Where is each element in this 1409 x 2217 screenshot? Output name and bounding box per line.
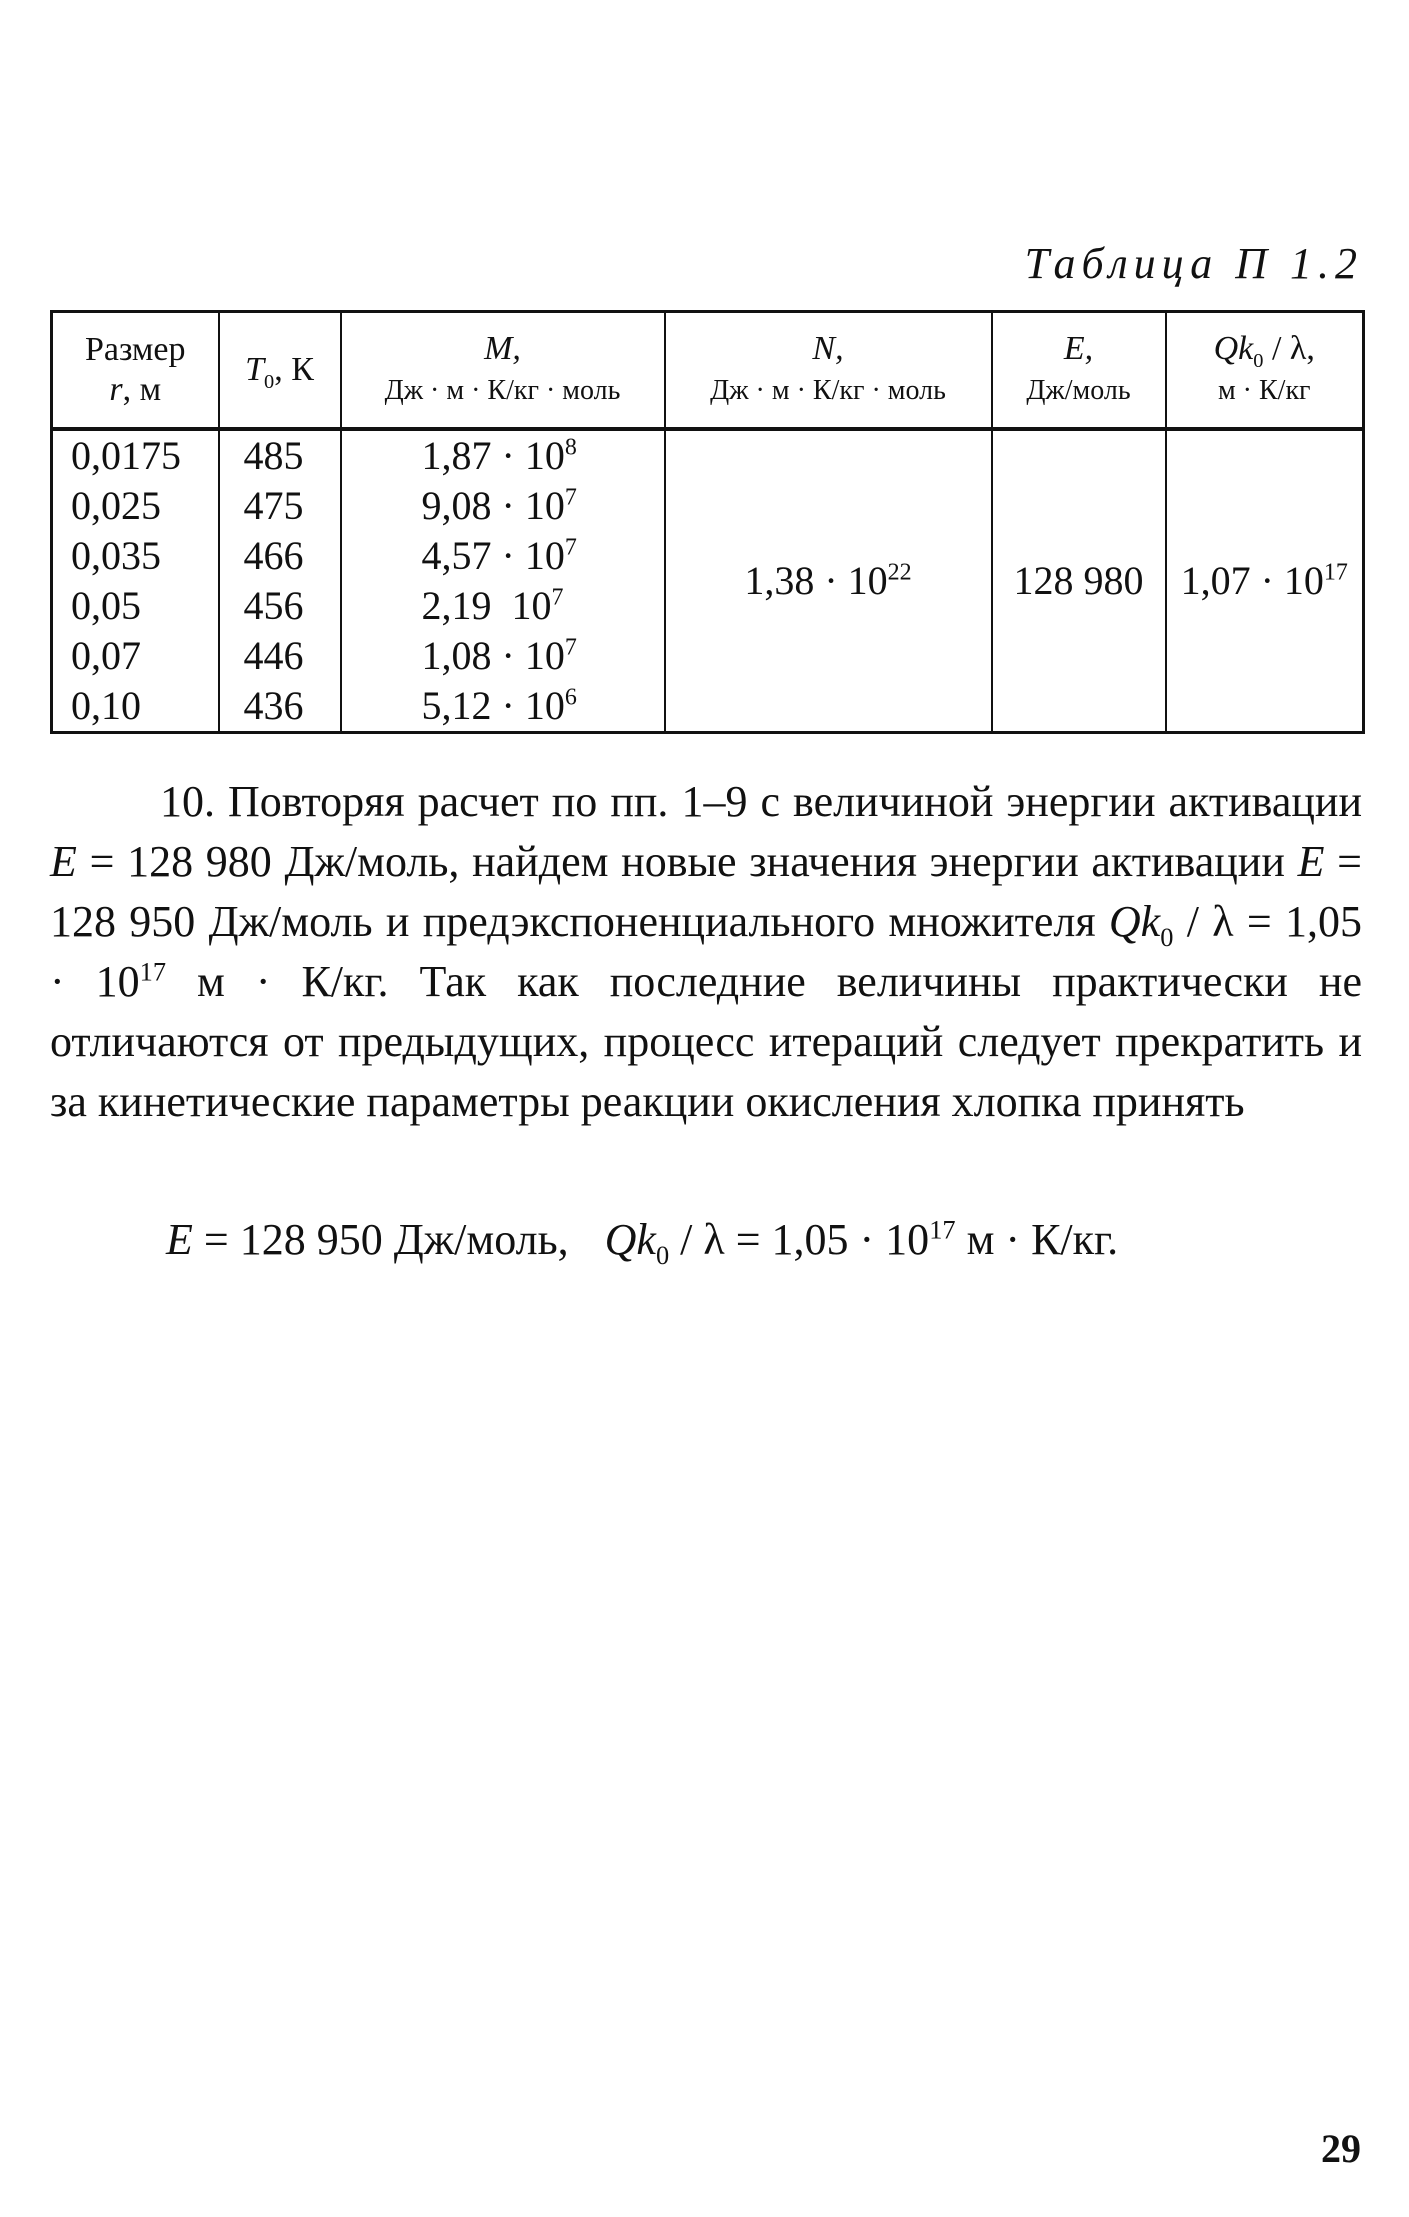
cell-q-merged [1166,429,1364,733]
cell-m [341,631,665,681]
paragraph-part: = 128 950 Дж/моль и предэкспоненциального множителя [50,837,1362,946]
formula-var-q-sub: 0 [655,1239,670,1270]
header-q-rest: / λ, [1263,330,1315,367]
header-e-var: E, [1063,330,1094,367]
cell-temperature: 485 [219,429,341,481]
header-q-unit: м · К/кг [1217,375,1311,406]
header-temperature-sub: 0 [264,370,275,393]
header-n-unit: Дж · м · К/кг · моль [710,375,946,406]
header-m-var: M, [484,330,521,367]
cell-m [341,429,665,481]
cell-m [341,531,665,581]
cell-m-mantissa: 9,08 · 10 [421,483,565,528]
cell-m-mantissa: 1,08 · 10 [421,633,565,678]
cell-n-merged [665,429,992,733]
header-e [992,312,1166,430]
cell-m-mantissa: 4,57 · 10 [421,533,565,578]
paragraph-exponent: 17 [139,956,167,987]
formula-q-unit: м · К/кг. [955,1215,1119,1264]
cell-m-mantissa: 2,19 10 [421,583,552,628]
header-size-unit: , м [122,371,162,408]
formula-var-e: E [166,1215,193,1264]
cell-temperature: 446 [219,631,341,681]
cell-m [341,481,665,531]
cell-temperature: 475 [219,481,341,531]
cell-m-exponent: 7 [564,634,577,661]
cell-n-exponent: 22 [887,559,912,586]
paragraph-var-e: E [50,837,77,886]
cell-q-mantissa: 1,07 · 10 [1180,558,1324,603]
formula-q-value: / λ = 1,05 · 10 [669,1215,930,1264]
header-m-unit: Дж · м · К/кг · моль [384,375,621,406]
table-caption: Таблица П 1.2 [1024,239,1363,288]
table-header-row [52,312,1364,430]
header-size-label: Размер [84,331,186,368]
cell-temperature: 466 [219,531,341,581]
cell-n-mantissa: 1,38 · 10 [744,558,888,603]
header-temperature [219,312,341,430]
header-q-var: Qk [1213,330,1254,367]
cell-size: 0,025 [52,481,219,531]
result-formula [166,1210,1118,1270]
cell-size: 0,035 [52,531,219,581]
cell-temperature: 436 [219,681,341,733]
cell-m-mantissa: 1,87 · 10 [421,433,565,478]
header-q-sub: 0 [1253,349,1264,372]
table-row [52,429,1364,481]
header-m [341,312,665,430]
cell-q-exponent: 17 [1323,559,1348,586]
paragraph-var-q: Qk [1108,897,1161,946]
formula-e-value: = 128 950 Дж/моль, [192,1215,569,1264]
header-e-unit: Дж/моль [1026,375,1131,406]
header-q [1166,312,1364,430]
paragraph-part: 10. Повторяя расчет по пп. 1–9 с величиной энергии активации [160,777,1362,826]
cell-m [341,681,665,733]
header-temperature-unit: , К [274,351,314,388]
cell-size: 0,05 [52,581,219,631]
body-paragraph [50,772,1362,1132]
paragraph-var-q-sub: 0 [1160,921,1174,952]
cell-m-mantissa: 5,12 · 10 [421,683,565,728]
data-table [50,310,1365,734]
header-n-var: N, [812,330,844,367]
header-n [665,312,992,430]
cell-size: 0,10 [52,681,219,733]
cell-size: 0,0175 [52,429,219,481]
header-size-var: r [109,371,123,408]
cell-m-exponent: 7 [551,584,564,611]
cell-m [341,581,665,631]
cell-size: 0,07 [52,631,219,681]
cell-temperature: 456 [219,581,341,631]
paragraph-part: м · К/кг. Так как последние величины практически не отличаются от предыдущих, процесс итераций следует прекратить и за кинетические параметры реакции окисления хлопка принять [50,957,1362,1126]
header-temperature-var: T [245,351,265,388]
page-number: 29 [1321,2126,1361,2171]
formula-exponent: 17 [929,1214,956,1245]
cell-m-exponent: 7 [564,534,577,561]
cell-m-exponent: 6 [564,684,577,711]
formula-var-q: Qk [604,1215,656,1264]
cell-m-exponent: 7 [564,484,577,511]
paragraph-var-e: E [1297,837,1325,886]
paragraph-part: = 128 980 Дж/моль, найдем новые значения энергии активации [76,837,1298,886]
cell-m-exponent: 8 [564,434,577,461]
header-size [52,312,219,430]
paragraph-part: / λ = 1,05 · 10 [50,897,1363,1006]
cell-e-merged: 128 980 [992,429,1166,733]
header-q-formula [1213,330,1315,372]
